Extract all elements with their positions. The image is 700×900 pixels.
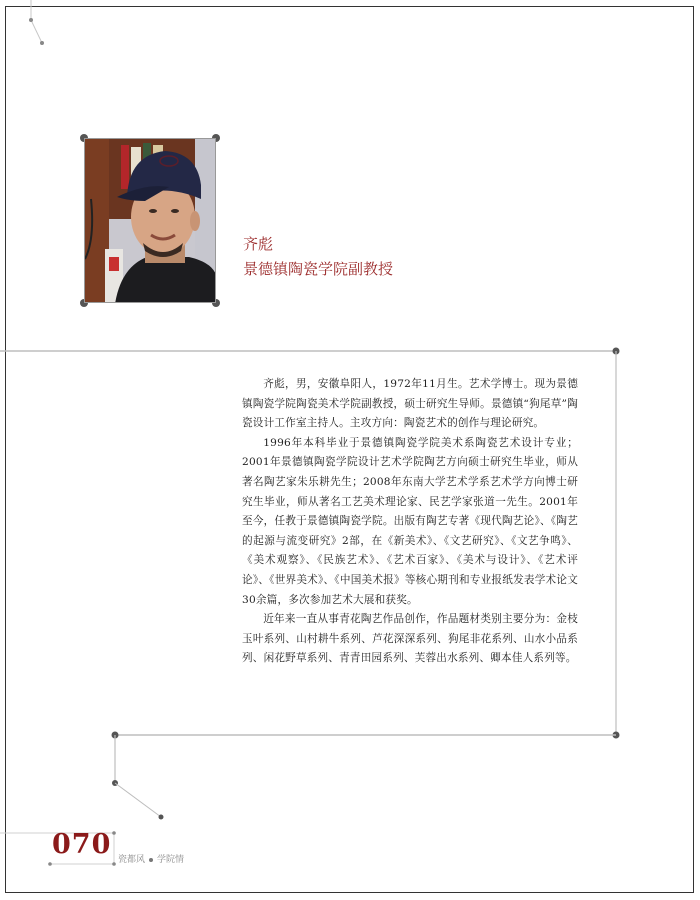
profile-title: 景德镇陶瓷学院副教授 xyxy=(243,260,394,278)
section-right: 学院情 xyxy=(157,855,185,865)
portrait-image xyxy=(85,139,216,303)
bio-paragraph: 近年来一直从事青花陶艺作品创作，作品题材类别主要分为：金枝玉叶系列、山村耕牛系列、芦花深深系列、狗尾非花系列、山水小品系列、闲花野草系列、青青田园系列、芙蓉出水系列、卿本佳人系列等。 xyxy=(242,613,578,665)
portrait-photo xyxy=(84,138,216,303)
section-caption xyxy=(118,852,184,865)
profile-heading xyxy=(243,232,393,282)
bio-paragraph: 1996年本科毕业于景德镇陶瓷学院美术系陶瓷艺术设计专业；2001年景德镇陶瓷学院设计艺术学院陶艺方向硕士研究生毕业，师从著名陶艺家朱乐耕先生；2008年东南大学艺术学系艺术学方向博士研究生毕业，师从著名工艺美术理论家、民艺学家张道一先生。2001年至今，任教于景德镇陶瓷学院。出版有陶艺专著《现代陶艺论》、《陶艺的起源与流变研究》2部，在《新美术》、《文艺研究》、《文艺争鸣》、《美术观察》、《民族艺术》、《艺术百家》、《美术与设计》、《艺术评论》、《世界美术》、《中国美术报》等核心期刊和专业报纸发表学术论文30余篇，多次参加艺术大展和获奖。 xyxy=(242,436,578,606)
profile-name: 齐彪 xyxy=(243,235,274,253)
section-left: 瓷都风 xyxy=(118,855,146,865)
biography xyxy=(242,375,578,669)
bullet-separator-icon xyxy=(149,858,153,862)
page-number: 070 xyxy=(52,829,112,860)
bio-paragraph: 齐彪，男，安徽阜阳人，1972年11月生。艺术学博士。现为景德镇陶瓷学院陶瓷美术学院副教授，硕士研究生导师。景德镇“狗尾草”陶瓷设计工作室主持人。主攻方向：陶瓷艺术的创作与理论研究。 xyxy=(242,378,578,430)
